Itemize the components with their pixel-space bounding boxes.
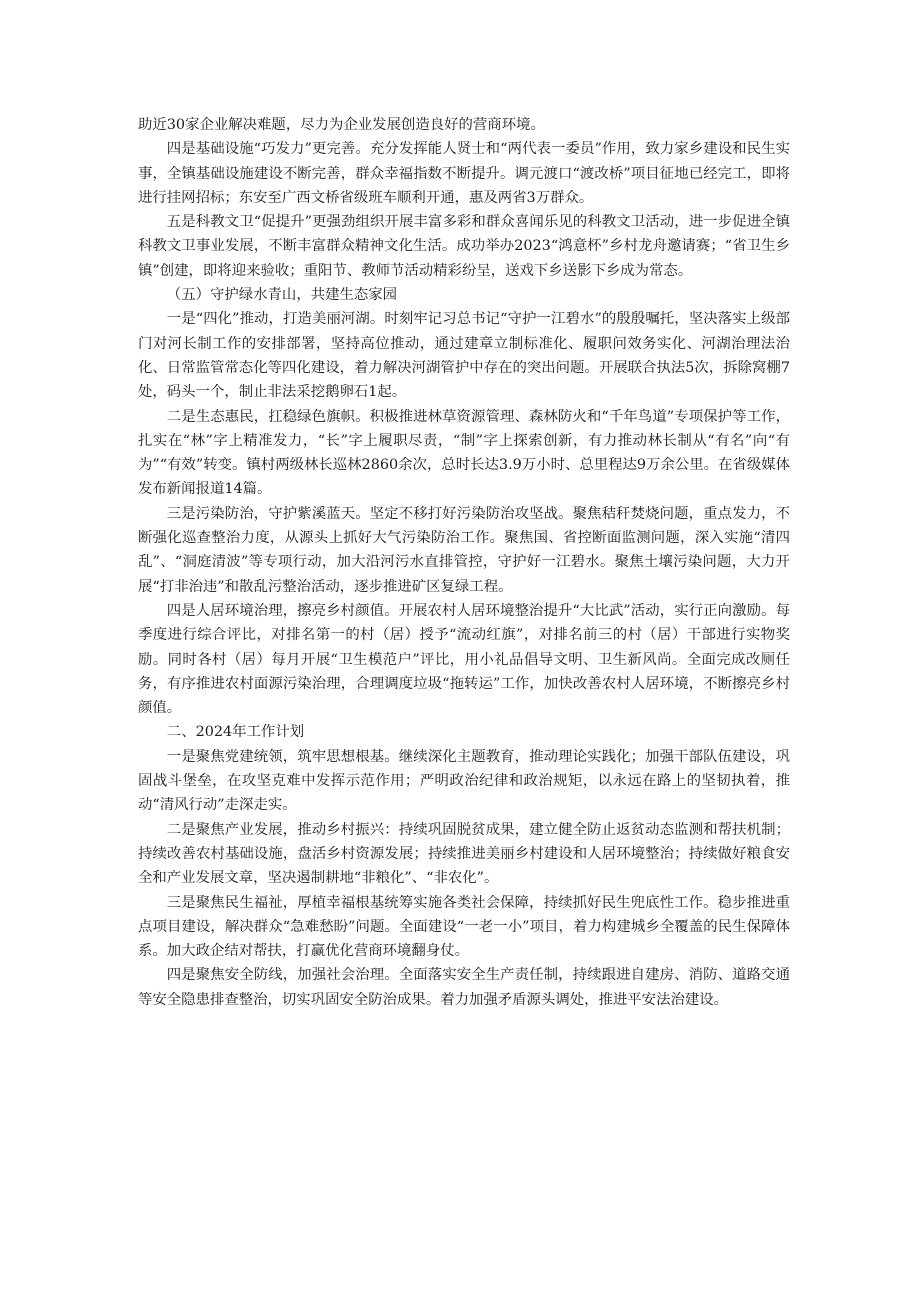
paragraph-continuation: 助近30家企业解决难题，尽力为企业发展创造良好的营商环境。 [138,117,545,133]
document-body [138,113,790,1012]
paragraph-livelihood: 三是聚焦民生福祉，厚植幸福根基统筹实施各类社会保障，持续抓好民生兜底性工作。稳步推进重点项目建设，解决群众“急难愁盼”问题。全面建设“一老一小”项目，着力构建城乡全覆盖的民生保障体系。加大政企结对帮扶，打赢优化营商环境翻身仗。 [138,894,790,960]
paragraph-forestry: 二是生态惠民，扛稳绿色旗帜。积极推进林草资源管理、森林防火和“千年鸟道”专项保护等工作，扎实在“林”字上精准发力，“长”字上履职尽责，“制”字上探索创新，有力推动林长制从“有名”向“有为”“有效”转变。镇村两级林长巡林2860余次，总时长达3.9万小时、总里程达9万余公里。在省级媒体发布新闻报道14篇。 [138,408,790,498]
paragraph-education-culture: 五是科教文卫“促提升”更强劲组织开展丰富多彩和群众喜闻乐见的科教文卫活动，进一步促进全镇科教文卫事业发展，不断丰富群众精神文化生活。成功举办2023“鸿意杯”乡村龙舟邀请赛；“省卫生乡镇”创建，即将迎来验收；重阳节、教师节活动精彩纷呈，送戏下乡送影下乡成为常态。 [138,214,790,279]
section-heading-ecology: （五）守护绿水青山，共建生态家园 [166,287,398,304]
paragraph-pollution: 三是污染防治，守护紫溪蓝天。坚定不移打好污染防治攻坚战。聚焦秸秆焚烧问题，重点发力，不断强化巡查整治力度，从源头上抓好大气污染防治工作。聚焦国、省控断面监测问题，深入实施“清四乱”、“洞庭清波”等专项行动，加大沿河污水直排管控，守护好一江碧水。聚焦土壤污染问题，大力开展“打非治违”和散乱污整治活动，逐步推进矿区复绿工程。 [138,505,790,595]
paragraph-safety: 四是聚焦安全防线，加强社会治理。全面落实安全生产责任制，持续跟进自建房、消防、道路交通等安全隐患排查整治，切实巩固安全防治成果。着力加强矛盾源头调处，推进平安法治建设。 [138,967,790,1008]
paragraph-rivers-lakes: 一是“四化”推动，打造美丽河湖。时刻牢记习总书记“守护一江碧水”的殷殷嘱托，坚决落实上级部门对河长制工作的安排部署，坚持高位推动，通过建章立制标准化、履职问效务实化、河湖治理法治化、日常监管常态化等四化建设，着力解决河湖管护中存在的突出问题。开展联合执法5次，拆除窝棚7处，码头一个，制止非法采挖鹅卵石1起。 [138,311,790,401]
paragraph-party-building: 一是聚焦党建统领，筑牢思想根基。继续深化主题教育，推动理论实践化；加强干部队伍建设，巩固战斗堡垒，在攻坚克难中发挥示范作用；严明政治纪律和政治规矩，以永远在路上的坚韧执着，推动“清风行动”走深走实。 [138,748,790,814]
paragraph-infrastructure: 四是基础设施“巧发力”更完善。充分发挥能人贤士和“两代表一委员”作用，致力家乡建设和民生实事，全镇基础设施建设不断完善，群众幸福指数不断提升。调元渡口“渡改桥”项目征地已经完工，即将进行挂网招标；东安至广西文桥省级班车顺利开通，惠及两省3万群众。 [138,141,790,206]
paragraph-living-environment: 四是人居环境治理，擦亮乡村颜值。开展农村人居环境整治提升“大比武”活动，实行正向激励。每季度进行综合评比，对排名第一的村（居）授予“流动红旗”，对排名前三的村（居）干部进行实物奖励。同时各村（居）每月开展“卫生模范户”评比，用小礼品倡导文明、卫生新风尚。全面完成改厕任务，有序推进农村面源污染治理，合理调度垃圾“拖转运”工作，加快改善农村人居环境，不断擦亮乡村颜值。 [138,602,790,717]
paragraph-industry: 二是聚焦产业发展，推动乡村振兴：持续巩固脱贫成果，建立健全防止返贫动态监测和帮扶机制；持续改善农村基础设施，盘活乡村资源发展；持续推进美丽乡村建设和人居环境整治；持续做好粮食安全和产业发展文章，坚决遏制耕地“非粮化”、“非农化”。 [138,821,790,887]
section-heading-2024-plan: 二、2024年工作计划 [166,724,305,741]
